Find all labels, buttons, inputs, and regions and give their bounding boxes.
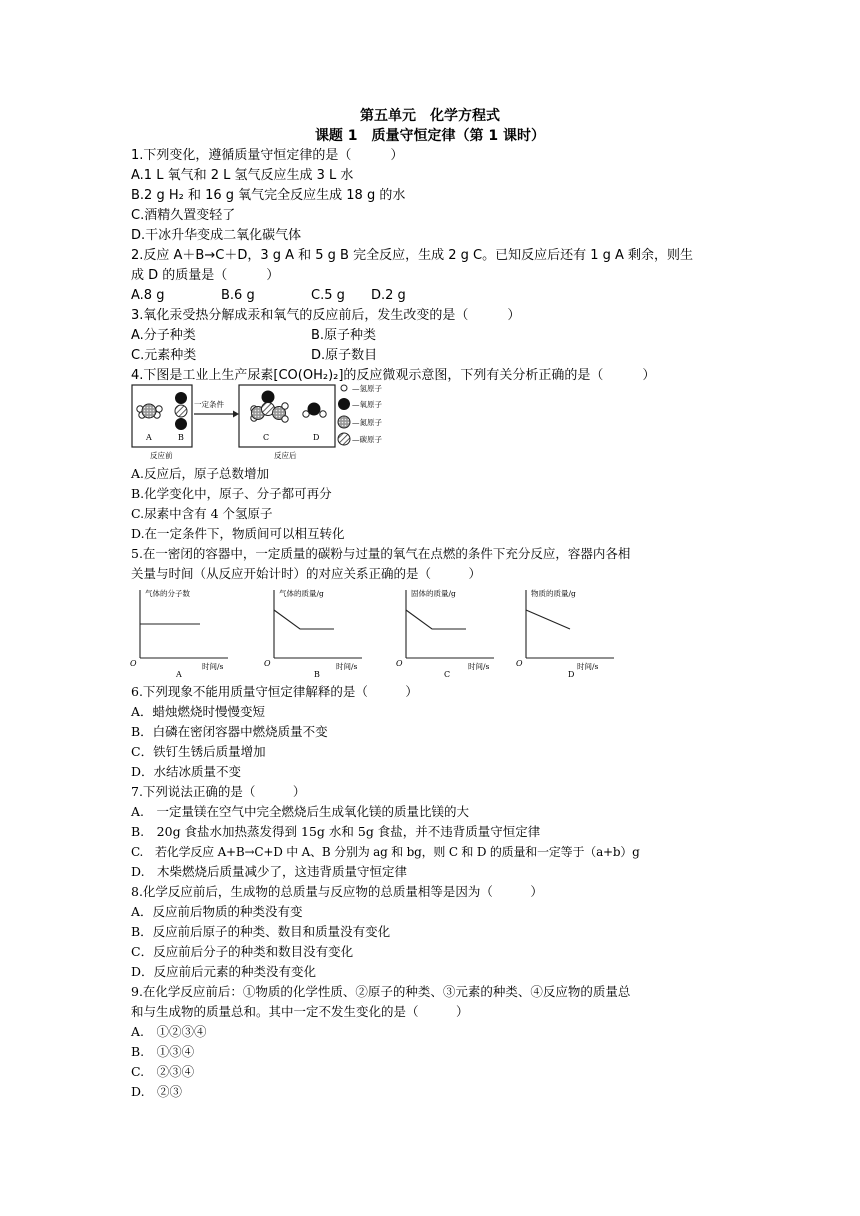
- q9-stem-line1: 9.在化学反应前后：①物质的化学性质、②原子的种类、③元素的种类、④反应物的质量总: [131, 984, 631, 999]
- graph-d-line: [526, 610, 570, 629]
- q6-option-b: B．白磷在密闭容器中燃烧质量不变: [131, 724, 328, 739]
- unit-title: 第五单元 化学方程式: [360, 108, 500, 124]
- q9-stem-line2: 和与生成物的质量总和。其中一定不发生变化的是（ ）: [131, 1004, 469, 1019]
- box2-letter-d: D: [313, 433, 320, 442]
- molecule-c: [251, 391, 288, 423]
- q9-option-d: D. ②③: [131, 1084, 183, 1099]
- graph-b-letter: B: [314, 670, 320, 679]
- graph-b-line: [274, 610, 334, 629]
- q8-stem: 8.化学反应前后，生成物的总质量与反应物的总质量相等是因为（ ）: [131, 884, 543, 899]
- graph-c-letter: C: [444, 670, 451, 679]
- graph-d-xlabel: 时间/s: [577, 662, 599, 671]
- q8-option-d: D．反应前后元素的种类没有变化: [131, 964, 317, 979]
- q5-graphs: [128, 584, 618, 680]
- q1-stem: 1.下列变化，遵循质量守恒定律的是（ ）: [131, 148, 404, 163]
- reaction-diagram: [128, 382, 418, 462]
- legend-hydrogen: —氢原子: [352, 384, 382, 393]
- graph-b-xlabel: 时间/s: [336, 662, 358, 671]
- box1-letter-b: B: [178, 433, 184, 442]
- q4-stem: 4.下图是工业上生产尿素[CO(OH₂)₂]的反应微观示意图，下列有关分析正确的是（ ）: [131, 368, 656, 383]
- legend-nitrogen: —氮原子: [352, 418, 382, 427]
- q8-option-a: A．反应前后物质的种类没有变: [131, 904, 303, 919]
- graph-c: [396, 588, 494, 679]
- molecule-b: [175, 392, 187, 430]
- q2-option-b: B.6 g: [221, 288, 255, 303]
- q6-option-a: A．蜡烛燃烧时慢慢变短: [131, 704, 266, 719]
- molecule-a: [137, 404, 162, 418]
- q3-option-d: D.原子数目: [311, 348, 378, 363]
- q7-option-b: B. 20g 食盐水加热蒸发得到 15g 水和 5g 食盐，并不违背质量守恒定律: [131, 824, 541, 839]
- q9-option-c: C. ②③④: [131, 1064, 195, 1079]
- q8-option-c: C．反应前后分子的种类和数目没有变化: [131, 944, 354, 959]
- q7-stem: 7.下列说法正确的是（ ）: [131, 784, 306, 799]
- graph-b-origin: O: [264, 659, 271, 668]
- q2-stem-line2: 成 D 的质量是（ ）: [131, 268, 280, 283]
- graph-c-ylabel: 固体的质量/g: [411, 589, 456, 598]
- q4-option-a: A.反应后，原子总数增加: [131, 466, 270, 481]
- q2-option-d: D.2 g: [371, 288, 406, 303]
- q1-option-d: D.干冰升华变成二氧化碳气体: [131, 228, 302, 243]
- graph-d: [516, 588, 614, 679]
- q1-option-b: B.2 g H₂ 和 16 g 氧气完全反应生成 18 g 的水: [131, 188, 406, 203]
- q3-option-b: B.原子种类: [311, 328, 377, 343]
- graph-a-xlabel: 时间/s: [202, 662, 224, 671]
- graph-d-letter: D: [568, 670, 575, 679]
- box1-letter-a: A: [146, 433, 152, 442]
- q2-stem-line1: 2.反应 A＋B→C＋D，3 g A 和 5 g B 完全反应，生成 2 g C。已知反应后还有 1 g A 剩余，则生: [131, 248, 694, 263]
- q7-option-a: A. 一定量镁在空气中完全燃烧后生成氧化镁的质量比镁的大: [131, 804, 470, 819]
- graph-b-ylabel: 气体的质量/g: [279, 589, 324, 598]
- q3-stem: 3.氧化汞受热分解成汞和氧气的反应前后，发生改变的是（ ）: [131, 308, 521, 323]
- graph-d-ylabel: 物质的质量/g: [531, 589, 576, 598]
- graph-c-xlabel: 时间/s: [468, 662, 490, 671]
- q6-option-d: D．水结冰质量不变: [131, 764, 242, 779]
- graph-a: [130, 588, 228, 679]
- legend-oxygen: —氧原子: [352, 400, 382, 409]
- q5-stem-line1: 5.在一密闭的容器中，一定质量的碳粉与过量的氧气在点燃的条件下充分反应，容器内各相: [131, 546, 631, 561]
- graph-a-letter: A: [176, 670, 182, 679]
- box2-letter-c: C: [263, 433, 270, 442]
- q6-stem: 6.下列现象不能用质量守恒定律解释的是（ ）: [131, 684, 418, 699]
- molecule-d: [303, 403, 326, 418]
- graph-c-line: [406, 610, 466, 629]
- q5-stem-line2: 关量与时间（从反应开始计时）的对应关系正确的是（ ）: [131, 566, 482, 581]
- q2-option-a: A.8 g: [131, 288, 165, 303]
- q6-option-c: C．铁钉生锈后质量增加: [131, 744, 266, 759]
- box2-caption: 反应后: [274, 451, 297, 460]
- q2-option-c: C.5 g: [311, 288, 345, 303]
- legend-carbon: —碳原子: [352, 435, 382, 444]
- q9-option-a: A. ①②③④: [131, 1024, 207, 1039]
- graph-d-origin: O: [516, 659, 523, 668]
- q7-option-c: C. 若化学反应 A+B→C+D 中 A、B 分别为 ag 和 bg，则 C 和 D 的质量和一定等于（a+b）g: [131, 845, 640, 859]
- q7-option-d: D. 木柴燃烧后质量减少了，这违背质量守恒定律: [131, 864, 408, 879]
- box1-caption: 反应前: [150, 451, 173, 460]
- q1-option-c: C.酒精久置变轻了: [131, 208, 236, 223]
- q3-option-a: A.分子种类: [131, 328, 196, 343]
- q4-option-c: C.尿素中含有 4 个氢原子: [131, 506, 273, 521]
- graph-a-ylabel: 气体的分子数: [145, 589, 190, 598]
- q4-option-b: B.化学变化中，原子、分子都可再分: [131, 486, 332, 501]
- graph-b: [264, 588, 362, 679]
- lesson-title: 课题 1 质量守恒定律（第 1 课时）: [314, 128, 546, 144]
- q8-option-b: B．反应前后原子的种类、数目和质量没有变化: [131, 924, 391, 939]
- arrow-head-icon: [233, 411, 239, 418]
- q4-option-d: D.在一定条件下，物质间可以相互转化: [131, 526, 345, 541]
- q9-option-b: B. ①③④: [131, 1044, 195, 1059]
- graph-c-origin: O: [396, 659, 403, 668]
- q3-option-c: C.元素种类: [131, 348, 197, 363]
- legend: [338, 383, 382, 445]
- arrow-label: 一定条件: [194, 400, 224, 409]
- graph-a-origin: O: [130, 659, 137, 668]
- q1-option-a: A.1 L 氧气和 2 L 氢气反应生成 3 L 水: [131, 168, 354, 183]
